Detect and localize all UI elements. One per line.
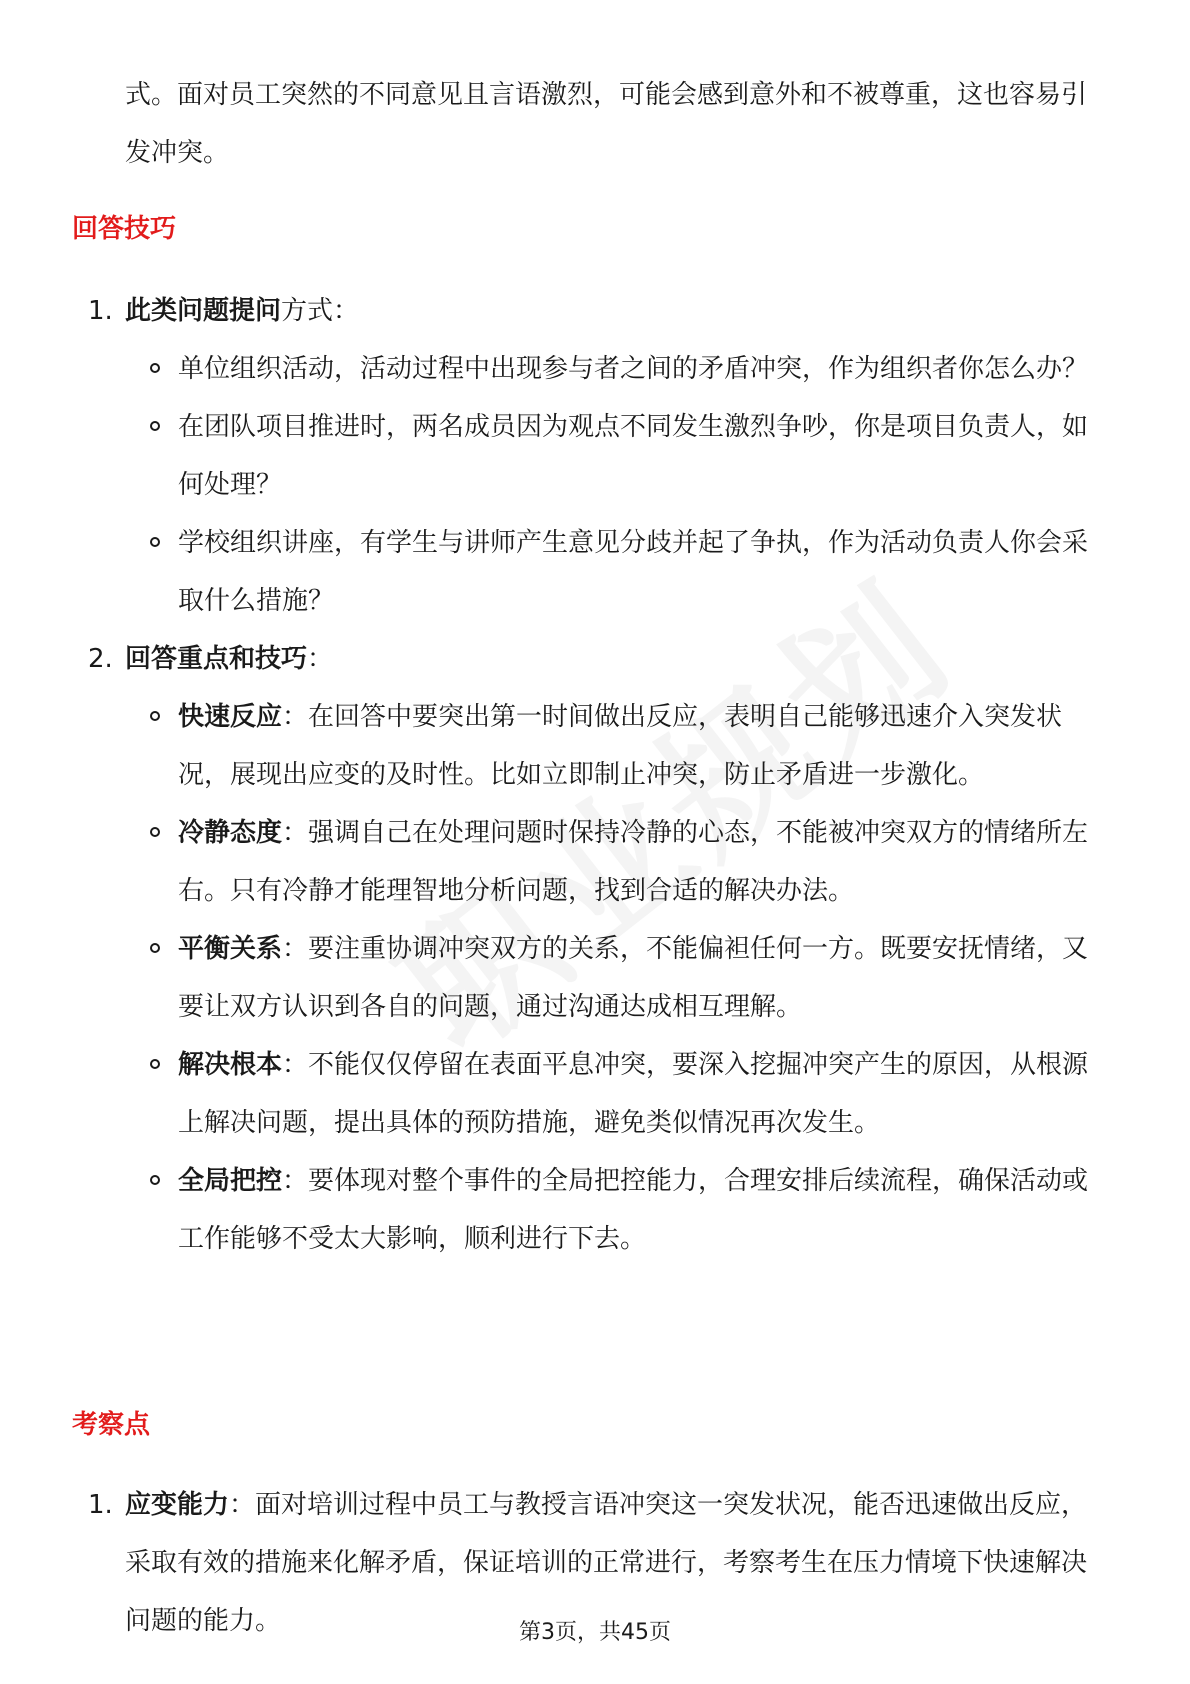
list-item-text: 在团队项目推进时，两名成员因为观点不同发生激烈争吵，你是项目负责人，如何处理？ bbox=[178, 412, 1089, 500]
title-rest: 方式： bbox=[281, 296, 360, 326]
circle-bullet-icon bbox=[150, 363, 160, 373]
circle-bullet-icon bbox=[150, 1175, 160, 1185]
title-bold: 此类问题提问 bbox=[125, 296, 282, 326]
title-bold: 回答重点和技巧 bbox=[125, 644, 308, 674]
tips-list bbox=[0, 282, 1190, 1268]
list-item-text: ：要体现对整个事件的全局把控能力，合理安排后续流程，确保活动或工作能够不受太大影响，顺利进行下去。 bbox=[178, 1166, 1089, 1254]
list-item bbox=[178, 804, 1113, 920]
list-item bbox=[178, 688, 1113, 804]
list-item-text: 单位组织活动，活动过程中出现参与者之间的矛盾冲突，作为组织者你怎么办？ bbox=[178, 354, 1089, 384]
list-item bbox=[178, 398, 1113, 514]
list-item bbox=[178, 514, 1113, 630]
circle-bullet-icon bbox=[150, 943, 160, 953]
tips-item-2-title bbox=[125, 630, 1110, 688]
answer-tips-list bbox=[0, 688, 1190, 1268]
list-item-text: ：要注重协调冲突双方的关系，不能偏袒任何一方。既要安抚情绪，又要让双方认识到各自的问题，通过沟通达成相互理解。 bbox=[178, 934, 1089, 1022]
list-number: 2. bbox=[88, 644, 113, 674]
list-item bbox=[178, 340, 1113, 398]
list-item-keyword: 冷静态度 bbox=[178, 818, 283, 848]
tips-item-1-title bbox=[125, 282, 1110, 340]
tips-item-1 bbox=[0, 282, 1190, 630]
list-item-text: ：面对培训过程中员工与教授言语冲突这一突发状况，能否迅速做出反应，采取有效的措施来化解矛盾，保证培训的正常进行，考察考生在压力情境下快速解决问题的能力。 bbox=[125, 1490, 1088, 1636]
title-rest: ： bbox=[307, 644, 334, 674]
list-item bbox=[178, 920, 1113, 1036]
list-item-text: ：不能仅仅停留在表面平息冲突，要深入挖掘冲突产生的原因，从根源上解决问题，提出具体的预防措施，避免类似情况再次发生。 bbox=[178, 1050, 1089, 1138]
list-item-keyword: 快速反应 bbox=[178, 702, 283, 732]
list-item-text: 学校组织讲座，有学生与讲师产生意见分歧并起了争执，作为活动负责人你会采取什么措施？ bbox=[178, 528, 1089, 616]
page-number: 第3页，共45页 bbox=[519, 1620, 671, 1645]
list-item-text: ：强调自己在处理问题时保持冷静的心态，不能被冲突双方的情绪所左右。只有冷静才能理智地分析问题，找到合适的解决办法。 bbox=[178, 818, 1089, 906]
section-heading-points: 考察点 bbox=[72, 1410, 151, 1440]
list-item-keyword: 应变能力 bbox=[125, 1490, 230, 1520]
list-number: 1. bbox=[88, 296, 113, 326]
list-item-keyword: 全局把控 bbox=[178, 1166, 283, 1196]
circle-bullet-icon bbox=[150, 537, 160, 547]
circle-bullet-icon bbox=[150, 1059, 160, 1069]
question-examples-list bbox=[0, 340, 1190, 630]
list-item-text: ：在回答中要突出第一时间做出反应，表明自己能够迅速介入突发状况，展现出应变的及时性。比如立即制止冲突，防止矛盾进一步激化。 bbox=[178, 702, 1063, 790]
section-heading-tips: 回答技巧 bbox=[72, 214, 177, 244]
list-number: 1. bbox=[88, 1490, 113, 1520]
intro-paragraph: 式。面对员工突然的不同意见且言语激烈，可能会感到意外和不被尊重，这也容易引发冲突。 bbox=[125, 80, 1088, 168]
list-item-keyword: 平衡关系 bbox=[178, 934, 283, 964]
circle-bullet-icon bbox=[150, 421, 160, 431]
circle-bullet-icon bbox=[150, 827, 160, 837]
tips-item-2 bbox=[0, 630, 1190, 1268]
list-item bbox=[178, 1152, 1113, 1268]
circle-bullet-icon bbox=[150, 711, 160, 721]
list-item-keyword: 解决根本 bbox=[178, 1050, 283, 1080]
list-item bbox=[178, 1036, 1113, 1152]
